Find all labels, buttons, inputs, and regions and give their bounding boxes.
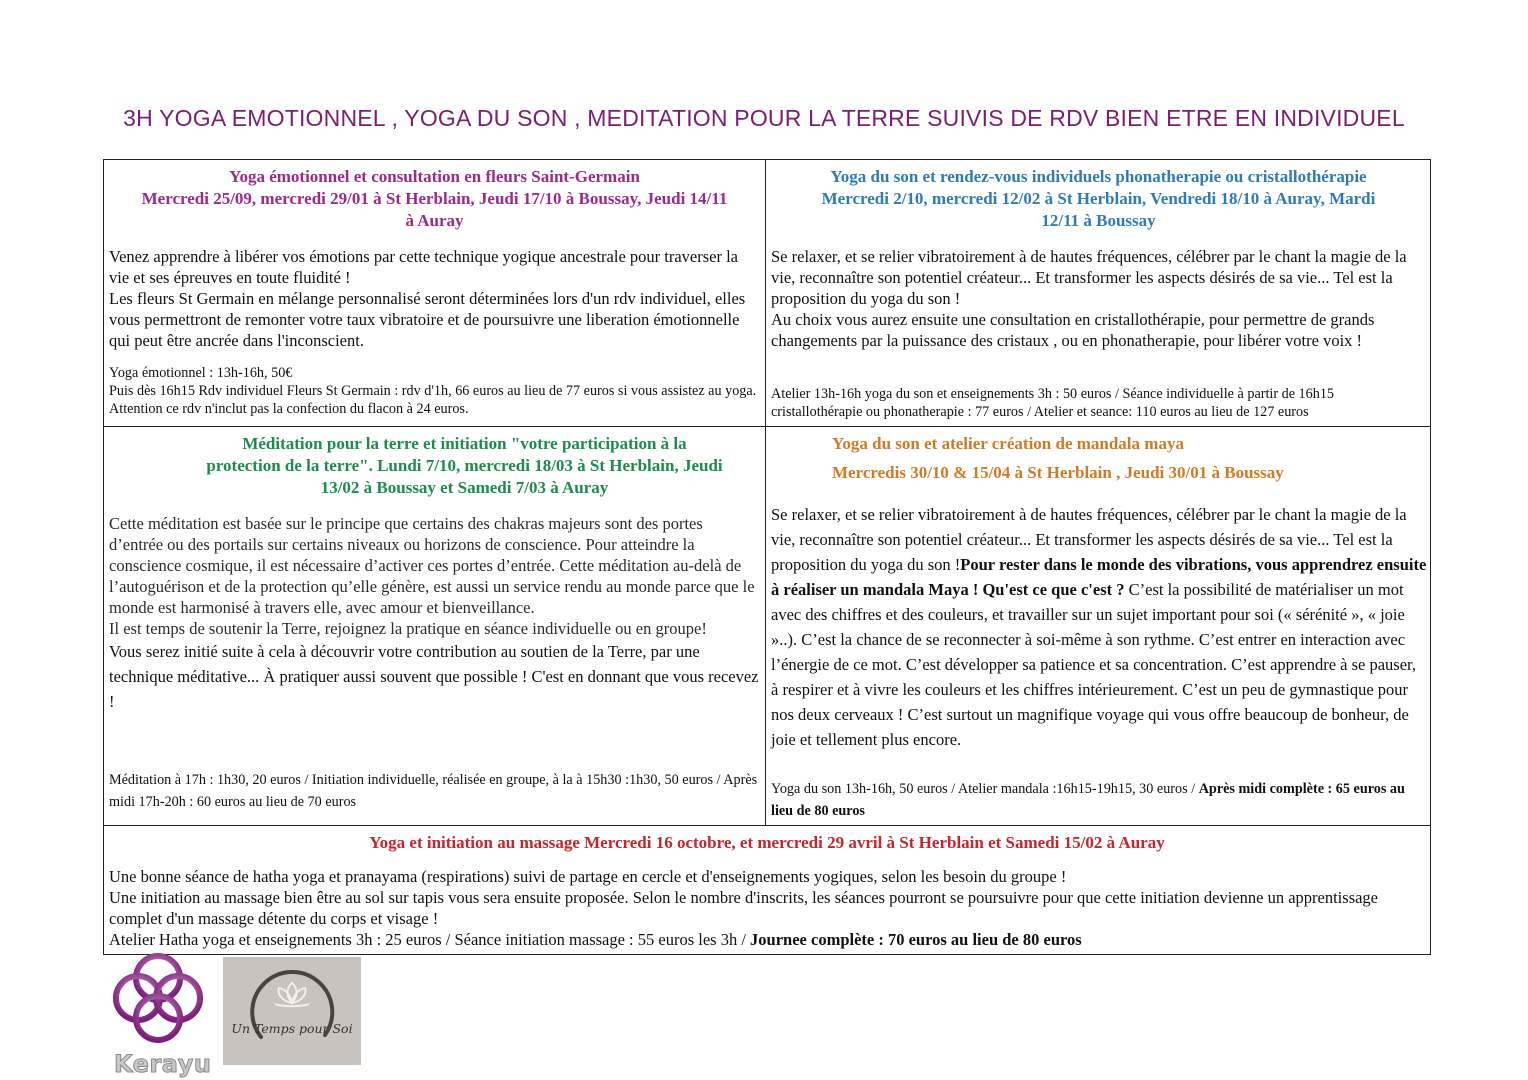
body-paragraph: Venez apprendre à libérer vos émotions par cette technique yogique ancestrale pour traverser la vie et ses épreuves en toute fluidité ! xyxy=(109,247,739,287)
price-line xyxy=(109,929,1425,950)
program-table xyxy=(103,159,1431,955)
body-paragraph: Une initiation au massage bien être au sol sur tapis vous sera ensuite proposée. Selon le nombre d'inscrits, les séances pourront se poursuivre pour que cette initiation devienne un apprentissage complet d'un massage détente du corps et visage ! xyxy=(109,888,1379,928)
un-temps-pour-soi-logo xyxy=(223,957,361,1065)
price-text: Atelier Hatha yoga et enseignements 3h : 25 euros / Séance initiation massage : 55 euros les 3h / xyxy=(109,930,751,949)
cell-heading xyxy=(766,166,1431,232)
body-paragraph: Cette méditation est basée sur le principe que certains des chakras majeurs sont des portes d’entrée ou des portails sur certains niveaux ou horizons de conscience. Pour atteindre la conscience cosmique, il est nécessaire d’activer ces portes d’entrée. Cette méditation au-delà de l’autoguérison et de la protection qu’elle génère, est aussi un service rendu au monde parce que le monde est harmonisé à travers elle, avec amour et bienveillance. xyxy=(109,514,755,617)
heading-line: Yoga du son et atelier création de mandala maya xyxy=(832,434,1184,453)
price-line: Yoga émotionnel : 13h-16h, 50€ xyxy=(109,365,293,381)
price-text: Yoga du son 13h-16h, 50 euros / Atelier mandala :16h15-19h15, 30 euros / xyxy=(771,781,1196,797)
logos xyxy=(108,948,368,1078)
enso-lotus-icon xyxy=(223,957,361,1065)
un-temps-pour-soi-wordmark: Un Temps pour Soi xyxy=(231,1021,353,1036)
page-title: 3H YOGA EMOTIONNEL , YOGA DU SON , MEDITATION POUR LA TERRE SUIVIS DE RDV BIEN ETRE EN INDIVIDUEL xyxy=(123,105,1405,131)
cell-prices xyxy=(771,385,1427,421)
heading-line: protection de la terre". Lundi 7/10, mercredi 18/03 à St Herblain, Jeudi xyxy=(206,456,723,475)
cell-prices xyxy=(771,778,1427,822)
cell-heading xyxy=(164,433,765,499)
price-line: Méditation à 17h : 1h30, 20 euros / Initiation individuelle, réalisée en groupe, à la à 15h30 :1h30, 50 euros / Après midi 17h-20h : 60 euros au lieu de 70 euros xyxy=(109,772,758,810)
heading-line: Mercredis 30/10 & 15/04 à St Herblain , Jeudi 30/01 à Boussay xyxy=(832,463,1284,482)
cell-heading: Yoga et initiation au massage Mercredi 16 octobre, et mercredi 29 avril à St Herblain et Samedi 15/02 à Auray xyxy=(369,833,1165,852)
kerayu-rings-icon xyxy=(108,948,208,1048)
cell-yoga-du-son xyxy=(766,160,1431,426)
body-paragraph: Au choix vous aurez ensuite une consultation en cristallothérapie, pour permettre de grands changements par la puissance des cristaux , ou en phonatherapie, pour libérer votre voix ! xyxy=(771,310,1375,350)
cell-body xyxy=(771,502,1427,752)
heading-line: Yoga émotionnel et consultation en fleurs Saint-Germain xyxy=(229,167,640,186)
cell-heading xyxy=(832,433,1284,484)
price-text-bold: Après midi complète : 65 euros au lieu de 80 euros xyxy=(771,781,1405,819)
heading-line: Méditation pour la terre et initiation "votre participation à la xyxy=(242,434,687,453)
cell-mandala xyxy=(766,427,1431,825)
cell-massage xyxy=(104,826,1430,954)
body-text-bold: Pour rester dans le monde des vibrations, vous apprendrez ensuite à réaliser un mandala Maya ! Qu'est ce que c'est ? xyxy=(771,555,1427,599)
cell-prices xyxy=(109,364,759,418)
price-line: Atelier 13h-16h yoga du son et enseignements 3h : 50 euros / Séance individuelle à partir de 16h15 cristallothérapie ou phonatherapie : 77 euros / Atelier et seance: 110 euros au lieu de 127 euros xyxy=(771,386,1335,420)
body-paragraph: Une bonne séance de hatha yoga et pranayama (respirations) suivi de partage en cercle et d'enseignements yogiques, selon les besoin du groupe ! xyxy=(109,867,1067,886)
heading-line: à Auray xyxy=(405,211,464,230)
heading-line: 12/11 à Boussay xyxy=(1041,211,1156,230)
cell-body xyxy=(771,246,1423,351)
cell-body xyxy=(109,246,749,351)
body-text: Se relaxer, et se relier vibratoirement à de hautes fréquences, célébrer par le chant la magie de la vie, reconnaître son potentiel créateur... Et transformer les aspects désirés de sa vie... Tel est la proposition du yoga du son ! xyxy=(771,505,1407,574)
kerayu-logo xyxy=(108,948,212,1078)
body-paragraph: Il est temps de soutenir la Terre, rejoignez la pratique en séance individuelle ou en groupe! xyxy=(109,619,707,638)
cell-meditation xyxy=(104,427,765,825)
body-paragraph: Vous serez initié suite à cela à découvrir votre contribution au soutien de la Terre, par une technique méditative... À pratiquer aussi souvent que possible ! C'est en donnant que vous recevez ! xyxy=(109,642,759,711)
body-paragraph: Les fleurs St Germain en mélange personnalisé seront déterminées lors d'un rdv individuel, elles vous permettront de remonter votre taux vibratoire et de poursuivre une liberation émotionnelle qui peut être ancrée dans l'inconscient. xyxy=(109,289,746,350)
cell-heading xyxy=(104,166,765,232)
price-line: Puis dès 16h15 Rdv individuel Fleurs St Germain : rdv d'1h, 66 euros au lieu de 77 euros si vous assistez au yoga. Attention ce rdv n'inclut pas la confection du flacon à 24 euros. xyxy=(109,383,757,417)
heading-line: 13/02 à Boussay et Samedi 7/03 à Auray xyxy=(320,478,609,497)
kerayu-wordmark: Kerayu xyxy=(114,1050,212,1078)
cell-body xyxy=(109,866,1425,950)
body-paragraph: Se relaxer, et se relier vibratoirement à de hautes fréquences, célébrer par le chant la magie de la vie, reconnaître son potentiel créateur... Et transformer les aspects désirés de sa vie... Tel est la proposition du yoga du son ! xyxy=(771,247,1407,308)
cell-prices xyxy=(109,769,759,813)
cell-yoga-emotionnel xyxy=(104,160,765,426)
heading-line: Mercredi 2/10, mercredi 12/02 à St Herblain, Vendredi 18/10 à Auray, Mardi xyxy=(821,189,1376,208)
price-text-bold: Journee complète : 70 euros au lieu de 80 euros xyxy=(750,930,1082,949)
body-text: C’est la possibilité de matérialiser un mot avec des chiffres et des couleurs, et travailler sur un sujet important pour soi (« sérénité », « joie »..). C’est la chance de se reconnecter à soi-même à son rythme. C’est entrer en interaction avec l’énergie de ce mot. C’est développer sa patience et sa concentration. C’est apprendre à se pauser, à respirer et à vivre les couleurs et les chiffres intérieurement. C’est un peu de gymnastique pour nos deux cerveaux ! C’est surtout un magnifique voyage qui vous offre beaucoup de bonheur, de joie et tellement plus encore. xyxy=(771,580,1417,749)
cell-body xyxy=(109,513,759,714)
heading-line: Mercredi 25/09, mercredi 29/01 à St Herblain, Jeudi 17/10 à Boussay, Jeudi 14/11 xyxy=(141,189,728,208)
heading-line: Yoga du son et rendez-vous individuels phonatherapie ou cristallothérapie xyxy=(830,167,1367,186)
